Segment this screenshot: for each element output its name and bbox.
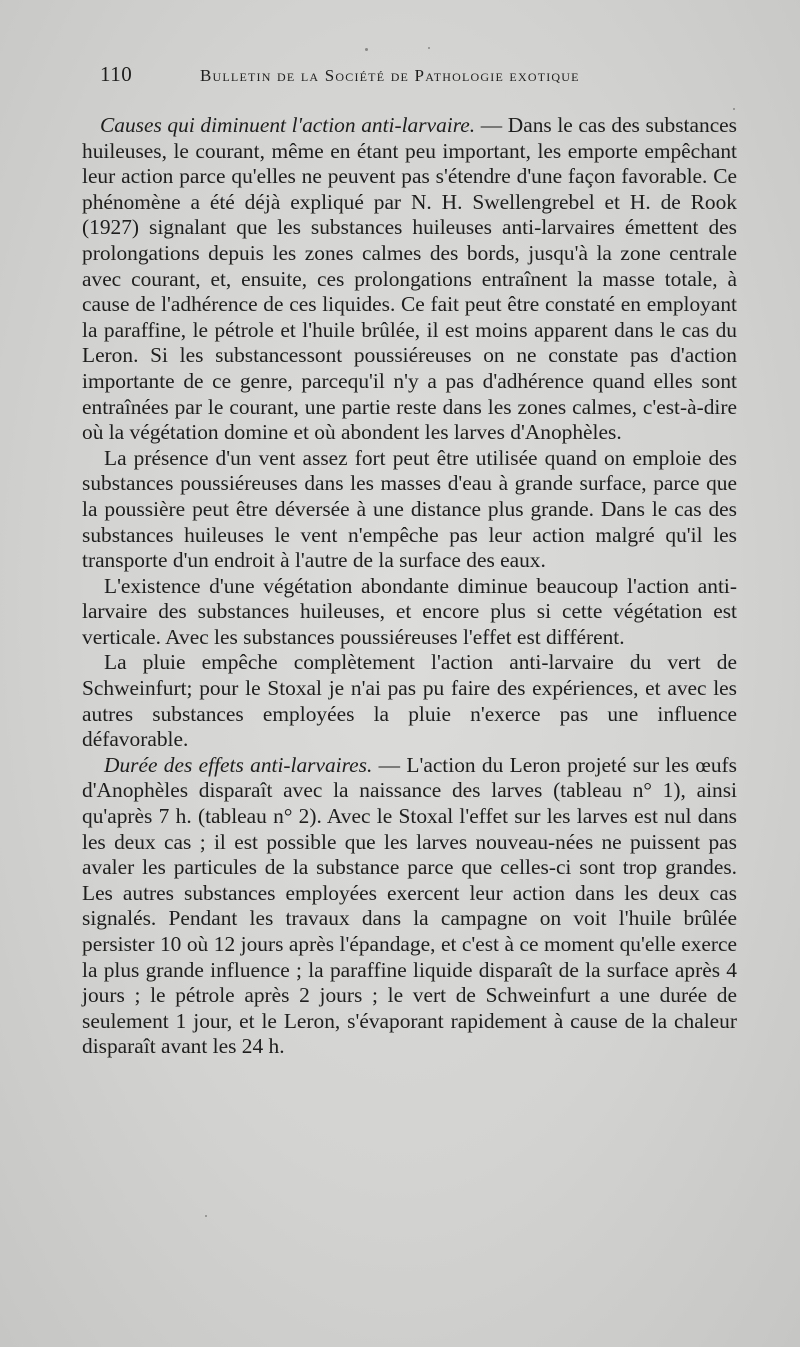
paper-speck bbox=[365, 48, 368, 51]
paragraph-vegetation bbox=[82, 574, 737, 651]
page-header bbox=[100, 62, 760, 92]
paragraph-causes bbox=[82, 113, 737, 446]
paper-speck bbox=[733, 108, 735, 110]
running-head: Bulletin de la Société de Pathologie exotique bbox=[200, 66, 580, 85]
paragraph-duree bbox=[82, 753, 737, 1060]
paragraph-vent bbox=[82, 446, 737, 574]
body-text bbox=[82, 113, 737, 1060]
paragraph-text: La pluie empêche complètement l'action anti-larvaire du vert de Schweinfurt; pour le Stoxal je n'ai pas pu faire des expériences, et avec les autres substances employées la pluie n'exerce pas une influence défavorable. bbox=[82, 650, 737, 752]
paper-speck bbox=[428, 47, 430, 49]
paragraph-text: — Dans le cas des substances huileuses, le courant, même en étant peu important, les emporte empêchant leur action parce qu'elles ne peuvent pas s'étendre d'une façon favorable. Ce phénomène a été déjà expliqué par N. H. Swellengrebel et H. de Rook (1927) signalant que les substances huileuses anti-larvaires émettent des prolongations depuis les zones calmes des bords, jusqu'à la zone centrale avec courant, et, ensuite, ces prolongations entraînent la masse totale, à cause de l'adhérence de ces liquides. Ce fait peut être constaté en employant la paraffine, le pétrole et l'huile brûlée, il est moins apparent dans le cas du Leron. Si les substancessont poussiéreuses on ne constate pas d'action importante de ce genre, parcequ'il n'y a pas d'adhérence quand elles sont entraînées par le courant, une partie reste dans les zones calmes, c'est-à-dire où la végétation domine et où abondent les larves d'Anophèles. bbox=[82, 113, 738, 445]
paper-speck bbox=[205, 1215, 207, 1217]
section-lead-causes: Causes qui diminuent l'action anti-larvaire. bbox=[100, 113, 476, 137]
paragraph-text: — L'action du Leron projeté sur les œufs d'Anophèles disparaît avec la naissance des larves (tableau n° 1), ainsi qu'après 7 h. (tableau n° 2). Avec le Stoxal l'effet sur les larves est nul dans les deux cas ; il est possible que les larves nouveau-nées ne puissent pas avaler les particules de la substance parce que celles-ci sont trop grandes. Les autres substances employées exercent leur action dans les deux cas signalés. Pendant les travaux dans la campagne on voit l'huile brûlée persister 10 où 12 jours après l'épandage, et c'est à ce moment qu'elle exerce la plus grande influence ; la paraffine liquide disparaît de la surface après 4 jours ; le pétrole après 2 jours ; le vert de Schweinfurt a une durée de seulement 1 jour, et le Leron, s'évaporant rapidement à cause de la chaleur disparaît avant les 24 h. bbox=[82, 752, 737, 1059]
section-lead-duree: Durée des effets anti-larvaires. bbox=[104, 752, 373, 777]
paragraph-pluie bbox=[82, 650, 737, 752]
page-number: 110 bbox=[100, 62, 133, 86]
paragraph-text: La présence d'un vent assez fort peut être utilisée quand on emploie des substances poussiéreuses dans les masses d'eau à grande surface, parce que la poussière peut être déversée à une distance plus grande. Dans le cas des substances huileuses le vent n'empêche pas leur action malgré qu'il les transporte d'un endroit à l'autre de la surface des eaux. bbox=[82, 445, 737, 573]
paragraph-text: L'existence d'une végétation abondante diminue beaucoup l'action anti-larvaire des substances huileuses, et encore plus si cette végétation est verticale. Avec les substances poussiéreuses l'effet est différent. bbox=[82, 573, 737, 649]
